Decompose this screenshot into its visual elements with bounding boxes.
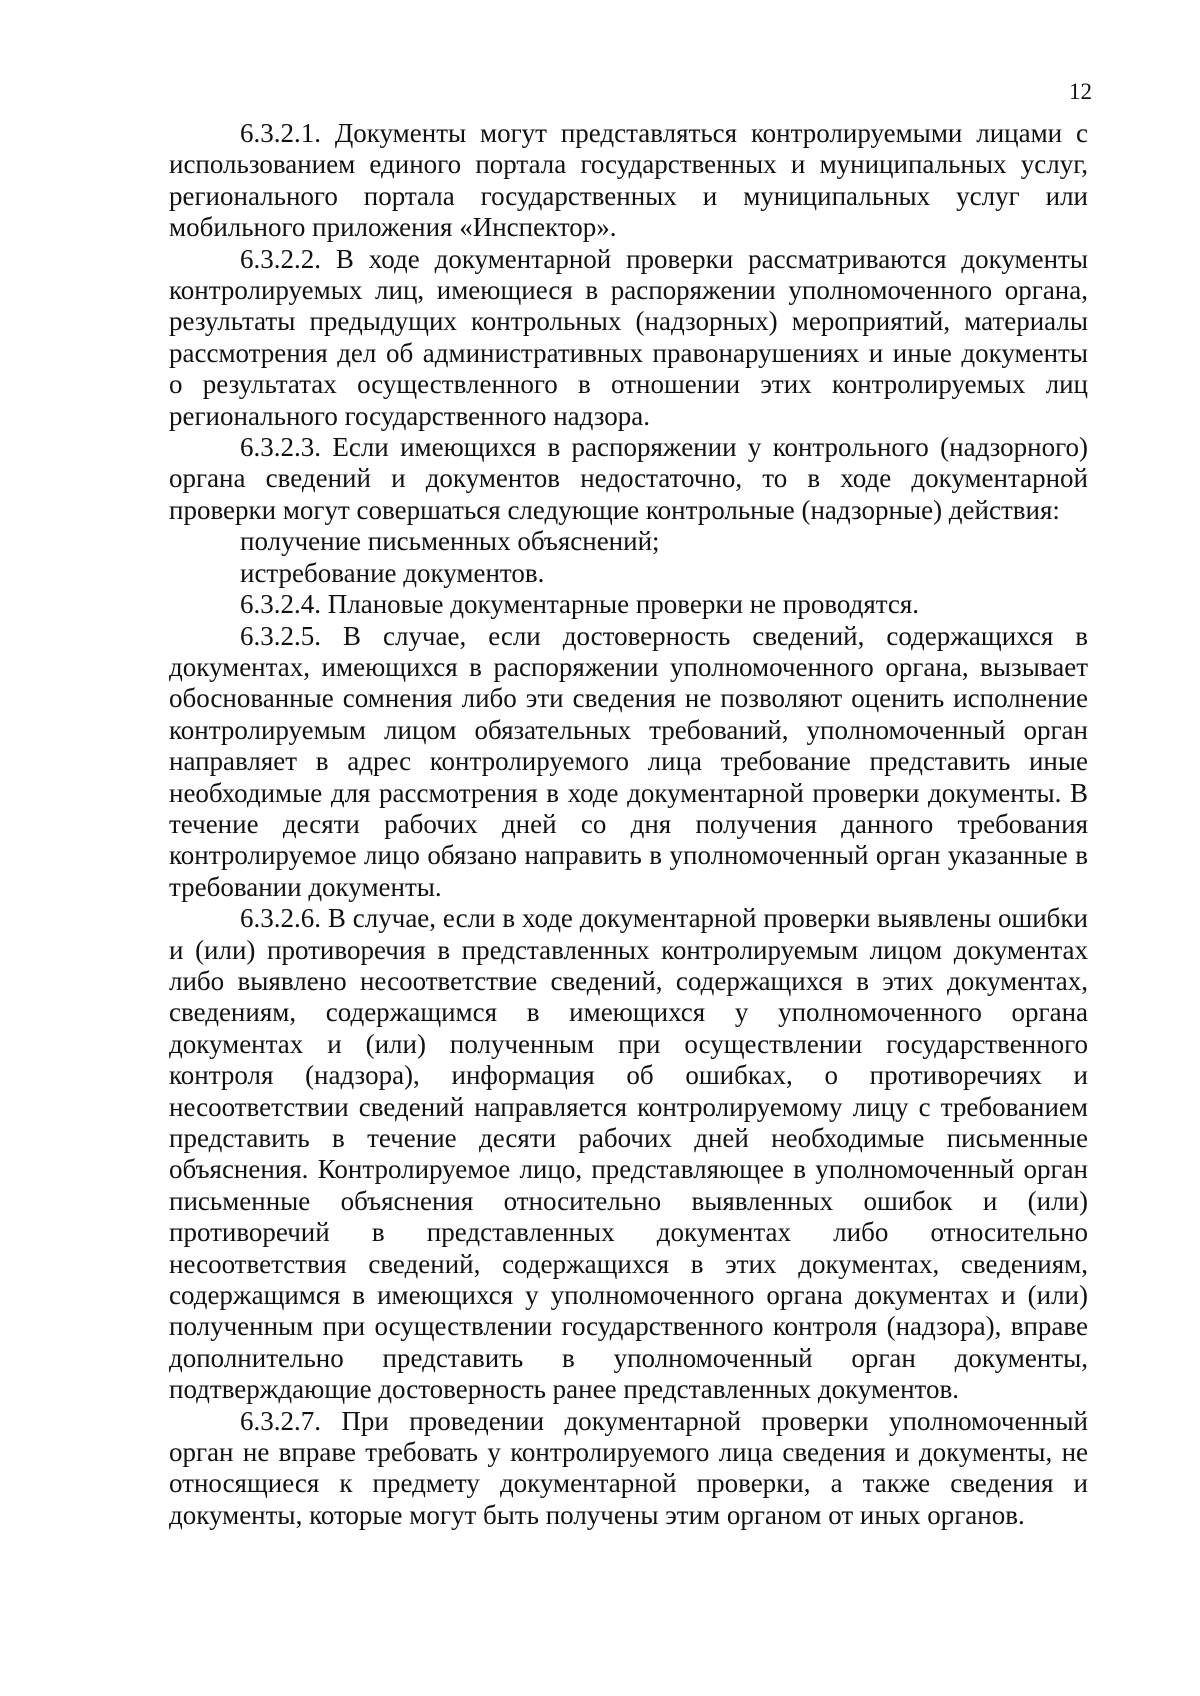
- paragraph-6-3-2-3: 6.3.2.3. Если имеющихся в распоряжении у контрольного (надзорного) органа сведений и документов недостаточно, то в ходе документарной проверки могут совершаться следующие контрольные (надзорные) действия:: [169, 432, 1088, 525]
- paragraph-6-3-2-2: 6.3.2.2. В ходе документарной проверки рассматриваются документы контролируемых лиц, имеющиеся в распоряжении уполномоченного органа, результаты предыдущих контрольных (надзорных) мероприятий, материалы рассмотрения дел об административных правонарушениях и иные документы о результатах осуществленного в отношении этих контролируемых лиц регионального государственного надзора.: [169, 243, 1088, 431]
- paragraph-6-3-2-5: 6.3.2.5. В случае, если достоверность сведений, содержащихся в документах, имеющихся в распоряжении уполномоченного органа, вызывает обоснованные сомнения либо эти сведения не позволяют оценить исполнение контролируемым лицом обязательных требований, уполномоченный орган направляет в адрес контролируемого лица требование представить иные необходимые для рассмотрения в ходе документарной проверки документы. В течение десяти рабочих дней со дня получения данного требования контролируемое лицо обязано направить в уполномоченный орган указанные в требовании документы.: [169, 620, 1088, 902]
- document-body: [169, 118, 1088, 1531]
- paragraph-6-3-2-1: 6.3.2.1. Документы могут представляться контролируемыми лицами с использованием единого портала государственных и муниципальных услуг, регионального портала государственных и муниципальных услуг или мобильного приложения «Инспектор».: [169, 118, 1088, 243]
- list-item-explanations: получение письменных объяснений;: [240, 526, 660, 557]
- page-number: 12: [1069, 79, 1092, 104]
- paragraph-6-3-2-4: 6.3.2.4. Плановые документарные проверки не проводятся.: [240, 589, 920, 620]
- paragraph-6-3-2-7: 6.3.2.7. При проведении документарной проверки уполномоченный орган не вправе требовать у контролируемого лица сведения и документы, не относящиеся к предмету документарной проверки, а также сведения и документы, которые могут быть получены этим органом от иных органов.: [169, 1405, 1088, 1530]
- paragraph-6-3-2-6: 6.3.2.6. В случае, если в ходе документарной проверки выявлены ошибки и (или) противоречия в представленных контролируемым лицом документах либо выявлено несоответствие сведений, содержащихся в этих документах, сведениям, содержащимся в имеющихся у уполномоченного органа документах и (или) полученным при осуществлении государственного контроля (надзора), информация об ошибках, о противоречиях и несоответствии сведений направляется контролируемому лицу с требованием представить в течение десяти рабочих дней необходимые письменные объяснения. Контролируемое лицо, представляющее в уполномоченный орган письменные объяснения относительно выявленных ошибок и (или) противоречий в представленных документах либо относительно несоответствия сведений, содержащихся в этих документах, сведениям, содержащимся в имеющихся у уполномоченного органа документах и (или) полученным при осуществлении государственного контроля (надзора), вправе дополнительно представить в уполномоченный орган документы, подтверждающие достоверность ранее представленных документов.: [169, 903, 1088, 1405]
- list-item-documents: истребование документов.: [240, 557, 545, 588]
